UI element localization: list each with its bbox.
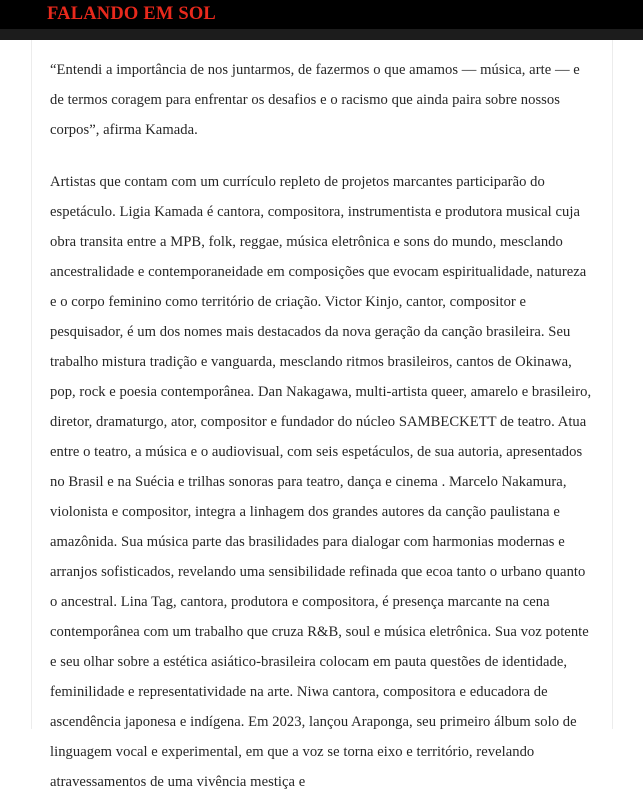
site-header xyxy=(0,0,643,29)
article-body xyxy=(32,40,612,790)
column-rule-right xyxy=(612,40,613,729)
article-content xyxy=(32,40,612,797)
header-divider xyxy=(0,29,643,40)
site-title[interactable]: FALANDO EM SOL xyxy=(47,4,216,25)
article-paragraph-quote: “Entendi a importância de nos juntarmos, de fazermos o que amamos — música, arte — e de termos coragem para enfrentar os desafios e o racismo que ainda paira sobre nossos corpos”, afirma Kamada. xyxy=(50,62,580,138)
article-paragraph: Artistas que contam com um currículo repleto de projetos marcantes participarão do espetáculo. Ligia Kamada é cantora, compositora, instrumentista e produtora musical cuja obra transita entre a MPB, folk, reggae, música eletrônica e sons do mundo, mesclando ancestralidade e contemporaneidade em composições que evocam espiritualidade, natureza e o corpo feminino como território de criação. Victor Kinjo, cantor, compositor e pesquisador, é um dos nomes mais destacados da nova geração da canção brasileira. Seu trabalho mistura tradição e vanguarda, mesclando ritmos brasileiros, cantos de Okinawa, pop, rock e poesia contemporânea. Dan Nakagawa, multi-artista queer, amarelo e brasileiro, diretor, dramaturgo, ator, compositor e fundador do núcleo SAMBECKETT de teatro. Atua entre o teatro, a música e o audiovisual, com seis espetáculos, de sua autoria, apresentados no Brasil e na Suécia e trilhas sonoras para teatro, dança e cinema . Marcelo Nakamura, violonista e compositor, integra a linhagem dos grandes autores da canção paulistana e amazônida. Sua música parte das brasilidades para dialogar com harmonias modernas e arranjos sofisticados, revelando uma sensibilidade refinada que ecoa tanto o urbano quanto o ancestral. Lina Tag, cantora, produtora e compositora, é presença marcante na cena contemporânea com um trabalho que cruza R&B, soul e música eletrônica. Sua voz potente e seu olhar sobre a estética asiático-brasileira colocam em pauta questões de identidade, feminilidade e representatividade na arte. Niwa cantora, compositora e educadora de ascendência japonesa e indígena. Em 2023, lançou Araponga, seu primeiro álbum solo de linguagem vocal e experimental, em que a voz se torna eixo e território, revelando atravessamentos de uma vivência mestiça e xyxy=(50,174,592,790)
